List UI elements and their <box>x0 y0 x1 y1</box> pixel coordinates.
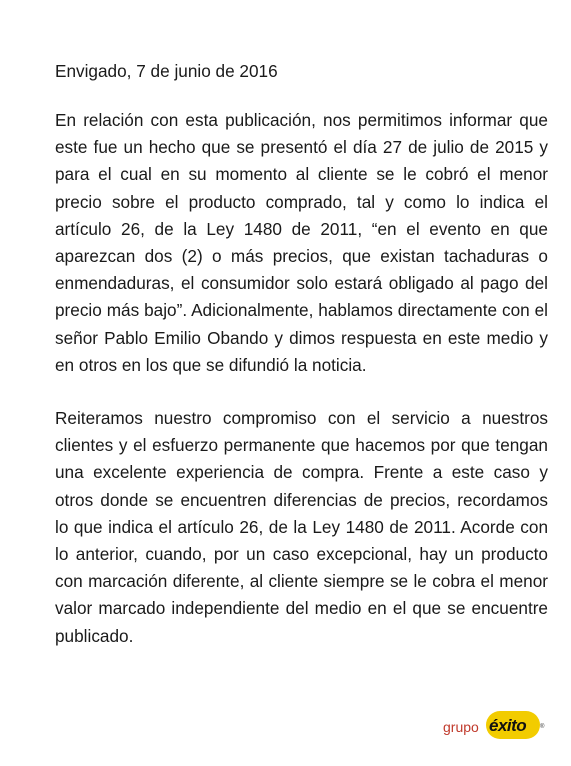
letter-body <box>55 58 548 676</box>
paragraph-response: En relación con esta publicación, nos permitimos informar que este fue un hecho que se presentó el día 27 de julio de 2015 y para el cual en su momento al cliente se le cobró el menor precio sobre el producto comprado, tal y como lo indica el artículo 26, de la Ley 1480 de 2011, “en el evento en que aparezcan dos (2) o más precios, que existan tachaduras o enmendaduras, el consumidor solo estará obligado al pago del precio más bajo”. Adicionalmente, hablamos directamente con el señor Pablo Emilio Obando y dimos respuesta en este medio y en otros en los que se difundió la noticia. <box>55 110 548 375</box>
logo-registered-mark: ® <box>540 724 545 730</box>
logo-brand: éxito <box>489 716 527 735</box>
date-line: Envigado, 7 de junio de 2016 <box>55 61 278 81</box>
grupo-exito-logo <box>443 711 543 741</box>
logo-prefix: grupo <box>443 719 479 735</box>
paragraph-commitment: Reiteramos nuestro compromiso con el servicio a nuestros clientes y el esfuerzo permanente que hacemos por que tengan una excelente experiencia de compra. Frente a este caso y otros donde se encuentren diferencias de precios, recordamos lo que indica el artículo 26, de la Ley 1480 de 2011. Acorde con lo anterior, cuando, por un caso excepcional, hay un producto con marcación diferente, al cliente siempre se le cobra el menor valor marcado independiente del medio en el que se encuentre publicado. <box>55 408 548 646</box>
